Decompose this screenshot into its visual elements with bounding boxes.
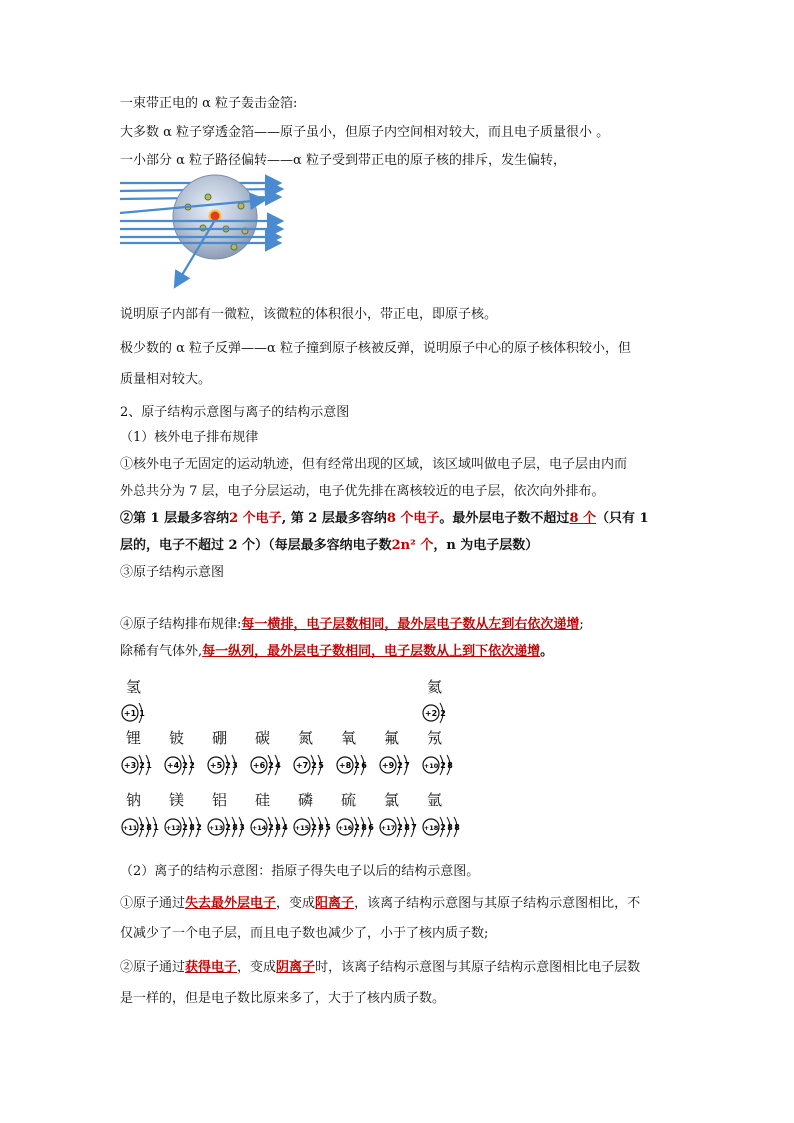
element-name: 氟 (384, 729, 400, 747)
atom-structure-diagram (378, 812, 422, 842)
electron-count-label: 7 (404, 761, 410, 770)
element-name: 硼 (212, 729, 228, 747)
element-name: 碳 (255, 729, 271, 747)
atom-structure-diagram (335, 750, 379, 780)
electron-count-label: 2 (440, 823, 446, 832)
element-name: 钠 (126, 791, 142, 809)
element-name: 氮 (298, 729, 314, 747)
intro-line-5: 极少数的 α 粒子反弹——α 粒子撞到原子核被反弹，说明原子中心的原子核体积较小，但 (120, 341, 631, 356)
ions-rule-1-line-1: ①原子通过失去最外层电子，变成阳离子，该离子结构示意图与其原子结构示意图相比，不 (120, 896, 641, 911)
atom-structure-diagram (421, 750, 465, 780)
nucleus-charge-label: +2 (424, 709, 438, 718)
electron-count-label: 2 (139, 823, 145, 832)
electron-count-label: 8 (447, 823, 453, 832)
electron-count-label: 2 (311, 823, 317, 832)
rule-2-line-2: 层的，电子不超过 2 个）（每层最多容纳电子数2n² 个，n 为电子层数） (120, 538, 539, 553)
atom-structure-diagram (163, 750, 207, 780)
electron-count-label: 4 (282, 823, 288, 832)
element-name: 氦 (427, 678, 443, 696)
electron-count-label: 2 (354, 823, 360, 832)
element-name: 氢 (126, 678, 142, 696)
electron-count-label: 8 (454, 823, 460, 832)
electron-count-label: 8 (189, 823, 195, 832)
atom-structure-diagram (206, 812, 250, 842)
electron-count-label: 2 (268, 823, 274, 832)
element-name: 铍 (169, 729, 185, 747)
subsection-heading-1: （1）核外电子排布规律 (120, 430, 259, 445)
element-name: 磷 (298, 791, 314, 809)
element-name: 硅 (255, 791, 271, 809)
atom-structure-diagram (421, 812, 465, 842)
electron-count-label: 8 (361, 823, 367, 832)
electron-count-label: 8 (146, 823, 152, 832)
element-name: 镁 (169, 791, 185, 809)
element-name: 硫 (341, 791, 357, 809)
intro-line-1: 一束带正电的 α 粒子轰击金箔: (120, 96, 298, 111)
electron-count-label: 5 (325, 823, 331, 832)
electron-count-label: 2 (397, 823, 403, 832)
intro-line-6: 质量相对较大。 (120, 372, 212, 387)
electron-count-label: 2 (139, 761, 145, 770)
atom-structure-diagram (292, 812, 336, 842)
electron-count-label: 2 (268, 761, 274, 770)
nucleus-charge-label: +11 (122, 824, 138, 832)
atom-structure-diagram (378, 750, 422, 780)
nucleus-charge-label: +9 (381, 761, 395, 770)
electron-count-label: 8 (404, 823, 410, 832)
nucleus-charge-label: +16 (337, 824, 353, 832)
nucleus-charge-label: +10 (423, 762, 439, 770)
rule-2-line-1: ②第 1 层最多容纳2 个电子, 第 2 层最多容纳8 个电子。最外层电子数不超过8 个（只有 1 (120, 511, 649, 526)
electron-count-label: 2 (225, 823, 231, 832)
atom-structure-diagram (120, 750, 164, 780)
atom-structure-diagram (292, 750, 336, 780)
electron-count-label: 7 (411, 823, 417, 832)
electron-count-label: 6 (361, 761, 367, 770)
element-name: 氩 (427, 791, 443, 809)
ions-heading: （2）离子的结构示意图：指原子得失电子以后的结构示意图。 (120, 864, 480, 879)
element-name: 氧 (341, 729, 357, 747)
element-name: 氯 (384, 791, 400, 809)
nucleus-charge-label: +8 (338, 761, 352, 770)
nucleus-charge-label: +5 (209, 761, 223, 770)
intro-line-4: 说明原子内部有一微粒，该微粒的体积很小，带正电，即原子核。 (120, 307, 498, 322)
nucleus-charge-label: +14 (251, 824, 267, 832)
electron-count-label: 8 (275, 823, 281, 832)
electron-count-label: 2 (189, 761, 195, 770)
electron-count-label: 2 (440, 761, 446, 770)
section-heading: 2、原子结构示意图与离子的结构示意图 (120, 405, 350, 420)
nucleus-charge-label: +4 (166, 761, 180, 770)
ions-rule-1-line-2: 仅减少了一个电子层，而且电子数也减少了，小于了核内质子数; (120, 926, 489, 941)
nucleus-charge-label: +1 (123, 709, 137, 718)
atom-structure-diagram (249, 750, 293, 780)
atom-structure-diagram (421, 698, 465, 728)
electron-count-label: 3 (232, 761, 238, 770)
electron-count-label: 2 (196, 823, 202, 832)
element-name: 氖 (427, 729, 443, 747)
nucleus-charge-label: +13 (208, 824, 224, 832)
atom-structure-diagram (249, 812, 293, 842)
intro-line-3: 一小部分 α 粒子路径偏转——α 粒子受到带正电的原子核的排斥，发生偏转， (120, 153, 566, 168)
rule-1-line-2: 外总共分为 7 层，电子分层运动，电子优先排在离核较近的电子层，依次向外排布。 (120, 484, 605, 499)
electron-count-label: 4 (275, 761, 281, 770)
electron-count-label: 5 (318, 761, 324, 770)
atom-structure-diagram (335, 812, 379, 842)
electron-count-label: 2 (182, 761, 188, 770)
rule-4-line-1: ④原子结构排布规律:每一横排，电子层数相同，最外层电子数从左到右依次递增; (120, 617, 584, 632)
electron-count-label: 2 (311, 761, 317, 770)
electron-count-label: 8 (318, 823, 324, 832)
nucleus-charge-label: +12 (165, 824, 181, 832)
electron-count-label: 2 (225, 761, 231, 770)
electron-count-label: 2 (440, 709, 446, 718)
element-name: 锂 (126, 729, 142, 747)
atom-structure-diagram (120, 812, 164, 842)
intro-line-2: 大多数 α 粒子穿透金箔——原子虽小，但原子内空间相对较大，而且电子质量很小 。 (120, 125, 610, 140)
electron-count-label: 1 (139, 709, 145, 718)
nucleus-charge-label: +6 (252, 761, 266, 770)
nucleus-charge-label: +7 (295, 761, 309, 770)
atom-structure-diagram (163, 812, 207, 842)
electron-count-label: 2 (182, 823, 188, 832)
electron-count-label: 1 (153, 823, 159, 832)
electron-count-label: 8 (447, 761, 453, 770)
element-name: 铝 (212, 791, 228, 809)
nucleus-charge-label: +18 (423, 824, 439, 832)
electron-count-label: 2 (354, 761, 360, 770)
rule-3: ③原子结构示意图 (120, 565, 225, 580)
atom-structure-diagram (120, 698, 164, 728)
electron-count-label: 1 (146, 761, 152, 770)
electron-count-label: 6 (368, 823, 374, 832)
rule-1-line-1: ①核外电子无固定的运动轨迹，但有经常出现的区域，该区域叫做电子层，电子层由内而 (120, 457, 628, 472)
alpha-scattering-figure (118, 173, 293, 293)
nucleus-charge-label: +17 (380, 824, 396, 832)
electron-count-label: 2 (397, 761, 403, 770)
rule-4-line-2: 除稀有气体外,每一纵列，最外层电子数相同，电子层数从上到下依次递增。 (120, 644, 554, 659)
ions-rule-2-line-2: 是一样的，但是电子数比原来多了，大于了核内质子数。 (120, 991, 446, 1006)
electron-count-label: 8 (232, 823, 238, 832)
ions-rule-2-line-1: ②原子通过获得电子，变成阴离子时，该离子结构示意图与其原子结构示意图相比电子层数 (120, 960, 641, 975)
electron-count-label: 3 (239, 823, 245, 832)
nucleus-charge-label: +3 (123, 761, 137, 770)
atom-structure-diagram (206, 750, 250, 780)
nucleus-charge-label: +15 (294, 824, 310, 832)
